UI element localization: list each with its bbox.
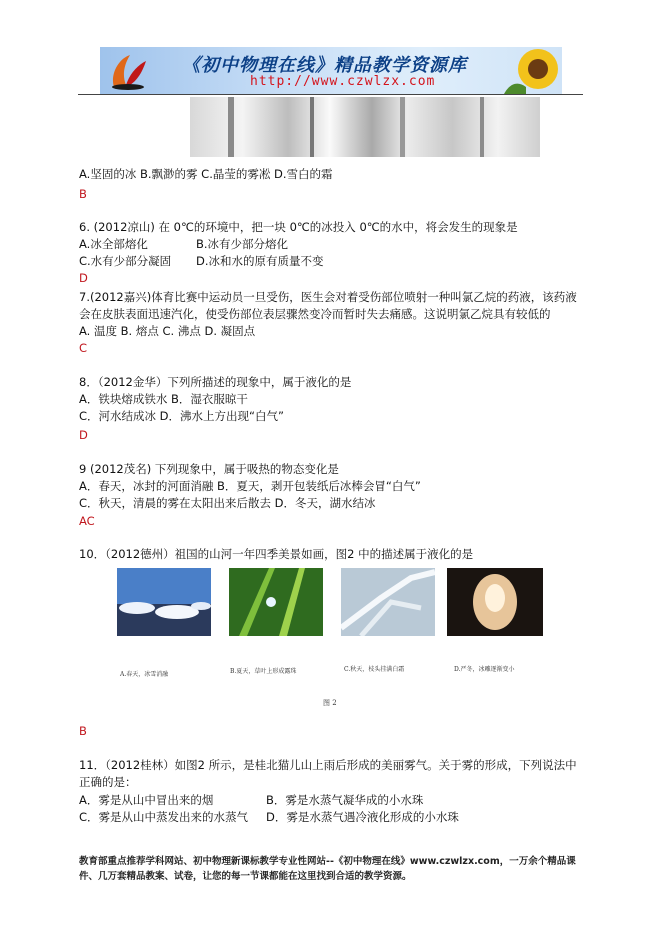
- q6-option-b: B.冰有少部分熔化: [196, 237, 289, 251]
- q11-option-c: C．雾是从山中蒸发出来的水蒸气: [79, 810, 249, 824]
- q10-caption-a: A.春天，冰雪消融: [120, 671, 169, 678]
- q7-stem-2: 会在皮肤表面迅速汽化，使受伤部位表层骤然变冷而暂时失去痛感。这说明氯乙烷具有较低的: [79, 307, 551, 321]
- q6-answer: D: [79, 271, 88, 285]
- q8-options-cd: C．河水结成冰 D．沸水上方出现“白气”: [79, 409, 284, 423]
- q11-option-a: A．雾是从山中冒出来的烟: [79, 793, 214, 807]
- q11-stem-2: 正确的是：: [79, 775, 137, 789]
- q11-option-d: D．雾是水蒸气遇冷液化形成的小水珠: [266, 810, 459, 824]
- q10-stem: 10．（2012德州）祖国的山河一年四季美景如画，图2 中的描述属于液化的是: [79, 547, 474, 561]
- spring-ice-photo: [117, 568, 211, 636]
- q11-stem-1: 11．（2012桂林）如图2 所示，是桂北猫儿山上雨后形成的美丽雾气。关于雾的形成，下列说法中: [79, 758, 577, 772]
- autumn-frost-photo: [341, 568, 435, 636]
- q10-caption-c: C.秋天，枝头挂满白霜: [344, 666, 405, 673]
- header-banner: [100, 47, 562, 94]
- q11-option-b: B．雾是水蒸气凝华成的小水珠: [266, 793, 424, 807]
- footer-line-2: 件、几万套精品教案、试卷，让您的每一节课都能在这里找到合适的教学资源。: [79, 871, 412, 882]
- q9-options-cd: C．秋天，清晨的雾在太阳出来后散去 D．冬天，湖水结冰: [79, 496, 376, 510]
- q10-caption-d: D.严冬，冰雕逐渐变小: [454, 666, 515, 673]
- page-footer: [79, 854, 584, 884]
- q10-figure-label: 图 2: [323, 699, 337, 707]
- q6-stem: 6. (2012凉山) 在 0℃的环境中，把一块 0℃的冰投入 0℃的水中，将会发生的现象是: [79, 220, 518, 234]
- q5-answer: B: [79, 187, 87, 201]
- sunflower-icon: [500, 47, 562, 94]
- q9-options-ab: A．春天，冰封的河面消融 B．夏天，剥开包装纸后冰棒会冒“白气”: [79, 479, 421, 493]
- q9-stem: 9 (2012茂名) 下列现象中，属于吸热的物态变化是: [79, 462, 339, 476]
- site-url[interactable]: http://www.czwlzx.com: [250, 74, 436, 89]
- footer-line-1: 教育部重点推荐学科网站、初中物理新课标教学专业性网站--《初中物理在线》www.czwlzx.com，一万余个精品课: [79, 856, 576, 867]
- q10-caption-b: B.夏天，草叶上形成露珠: [230, 668, 297, 675]
- summer-dew-photo: [229, 568, 323, 636]
- frost-scene-icon: [190, 97, 540, 157]
- q8-stem: 8．（2012金华）下列所描述的现象中，属于液化的是: [79, 375, 352, 389]
- q10-answer: B: [79, 724, 87, 738]
- q7-options: A. 温度 B. 熔点 C. 沸点 D. 凝固点: [79, 324, 256, 338]
- q6-option-a: A.冰全部熔化: [79, 237, 148, 251]
- winter-photo-strip: [190, 97, 540, 157]
- header-rule: [78, 94, 583, 95]
- q5-options: A.坚固的冰 B.飘渺的雾 C.晶莹的雾凇 D.雪白的霜: [79, 167, 333, 181]
- q7-answer: C: [79, 341, 88, 355]
- q9-answer: AC: [79, 514, 95, 528]
- q8-options-ab: A．铁块熔成铁水 B．湿衣服晾干: [79, 392, 248, 406]
- site-logo-icon: [108, 51, 148, 91]
- winter-ice-sculpture-photo: [447, 568, 543, 636]
- q6-option-d: D.冰和水的原有质量不变: [196, 254, 324, 268]
- q7-stem-1: 7.(2012嘉兴)体育比赛中运动员一旦受伤，医生会对着受伤部位喷射一种叫氯乙烷的药液，该药液: [79, 290, 577, 304]
- q6-option-c: C.水有少部分凝固: [79, 254, 172, 268]
- q8-answer: D: [79, 428, 88, 442]
- site-title: 《初中物理在线》精品教学资源库: [182, 55, 467, 76]
